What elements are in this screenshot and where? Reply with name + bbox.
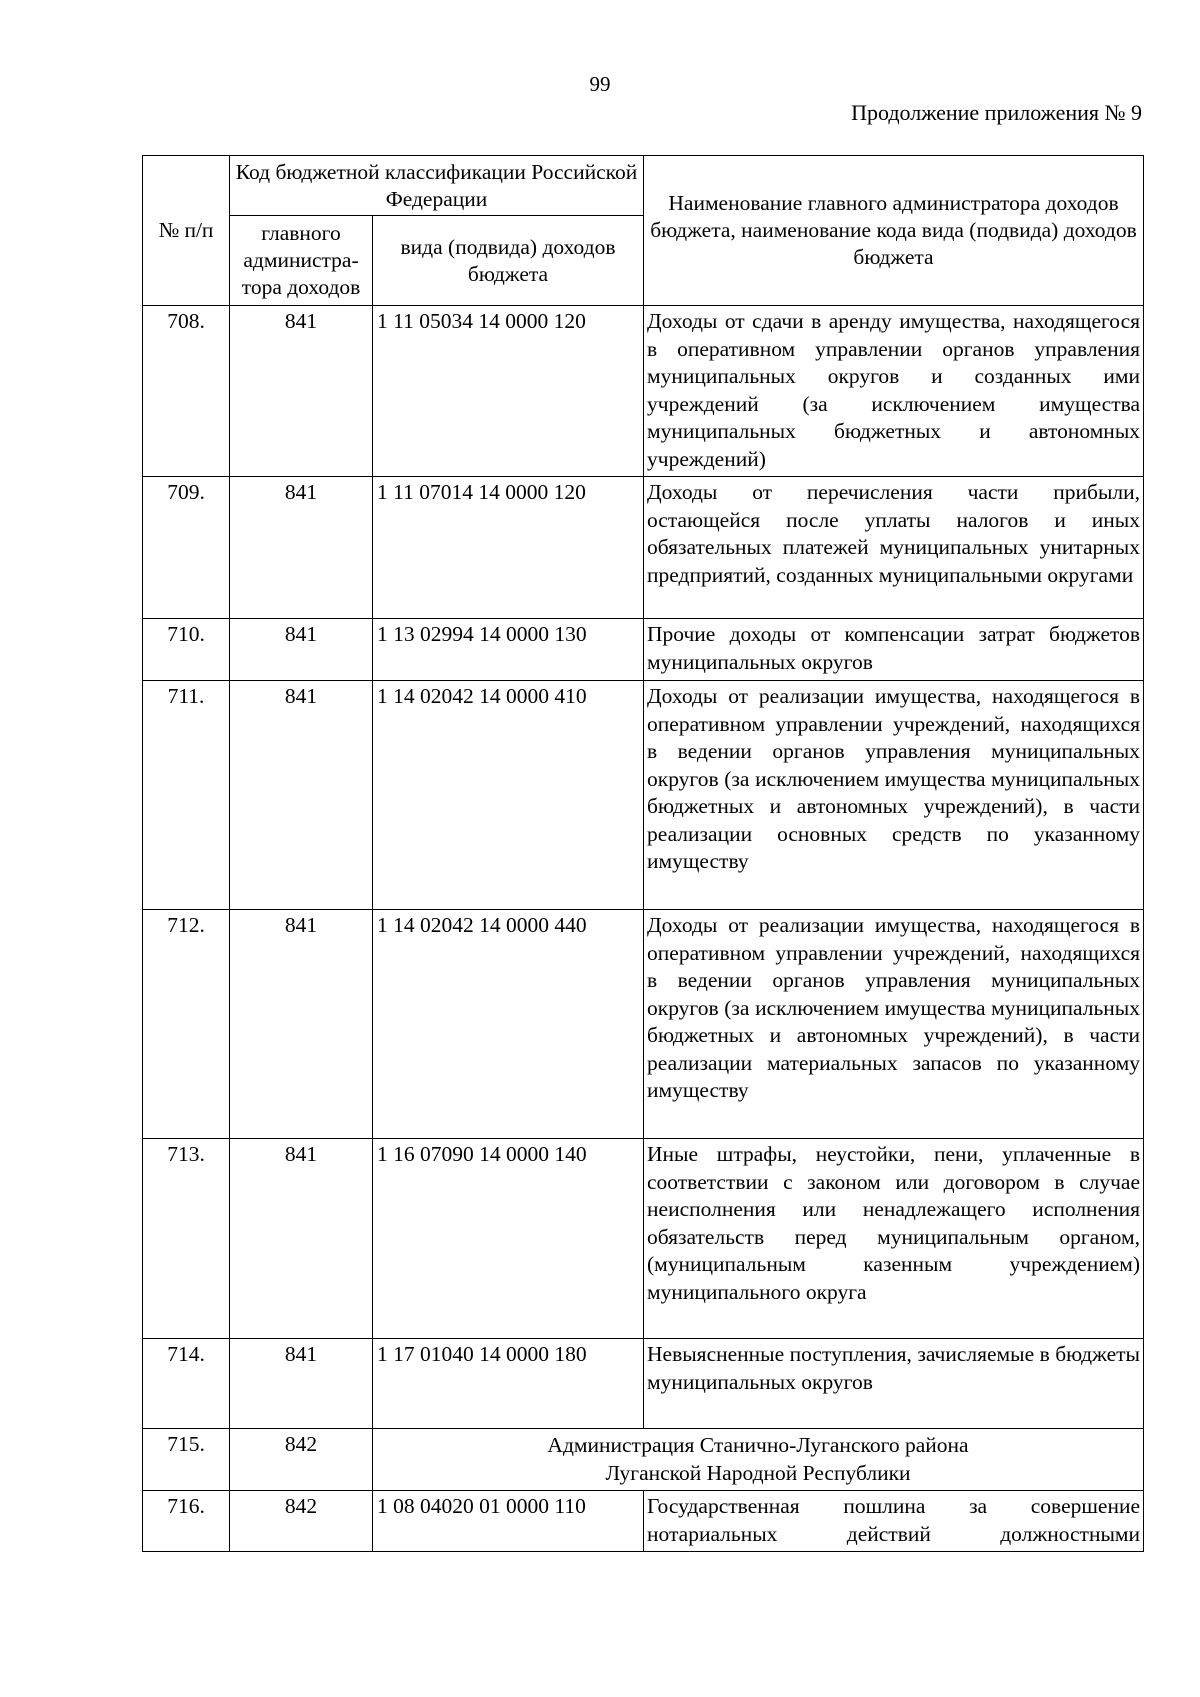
- row-income-code: 1 14 02042 14 0000 440: [373, 910, 644, 1139]
- header-num: № п/п: [143, 156, 230, 306]
- section-title-line2: Луганской Народной Республики: [605, 1461, 911, 1485]
- header-name: Наименование главного администратора доходов бюджета, наименование кода вида (подвида) доходов бюджета: [644, 156, 1144, 306]
- row-name: Невыясненные поступления, зачисляемые в бюджеты муниципальных округов: [644, 1339, 1144, 1429]
- row-income-code: 1 11 05034 14 0000 120: [373, 306, 644, 477]
- row-admin-code: 841: [230, 619, 373, 681]
- row-num: 711.: [143, 681, 230, 910]
- table-row: [143, 1339, 1144, 1429]
- appendix-continuation-label: Продолжение приложения № 9: [851, 100, 1142, 125]
- row-name: Доходы от сдачи в аренду имущества, находящегося в оперативном управлении органов управления муниципальных округов и созданных ими учреждений (за исключением имущества муниципальных бюджетных и автономных учреждений): [644, 306, 1144, 477]
- row-num: 710.: [143, 619, 230, 681]
- row-num: 714.: [143, 1339, 230, 1429]
- budget-classification-table: [142, 155, 1144, 1552]
- row-admin-code: 842: [230, 1491, 373, 1552]
- row-admin-code: 841: [230, 1139, 373, 1339]
- header-code: вида (подвида) доходов бюджета: [373, 216, 644, 306]
- row-name: Иные штрафы, неустойки, пени, уплаченные в соответствии с законом или договором в случае неисполнения или ненадлежащего исполнения обязательств перед муниципальным органом, (муниципальным казенным учреждением) муниципального округа: [644, 1139, 1144, 1339]
- row-income-code: 1 17 01040 14 0000 180: [373, 1339, 644, 1429]
- section-admin-code: 842: [230, 1429, 373, 1491]
- section-title-line1: Администрация Станично-Луганского района: [547, 1433, 969, 1457]
- row-num: 713.: [143, 1139, 230, 1339]
- section-row: [143, 1429, 1144, 1491]
- table-row: [143, 910, 1144, 1139]
- row-num: 708.: [143, 306, 230, 477]
- row-income-code: 1 16 07090 14 0000 140: [373, 1139, 644, 1339]
- row-admin-code: 841: [230, 477, 373, 619]
- header-row-top: [143, 156, 1144, 216]
- table-row: [143, 681, 1144, 910]
- row-admin-code: 841: [230, 681, 373, 910]
- row-num: 712.: [143, 910, 230, 1139]
- row-name: Прочие доходы от компенсации затрат бюджетов муниципальных округов: [644, 619, 1144, 681]
- row-num: 709.: [143, 477, 230, 619]
- header-admin: главного администра-тора доходов: [230, 216, 373, 306]
- table-row: [143, 1491, 1144, 1552]
- row-name: Доходы от реализации имущества, находящегося в оперативном управлении учреждений, находящихся в ведении органов управления муниципальных округов (за исключением имущества муниципальных бюджетных и автономных учреждений), в части реализации материальных запасов по указанному имуществу: [644, 910, 1144, 1139]
- section-num: 715.: [143, 1429, 230, 1491]
- row-income-code: 1 14 02042 14 0000 410: [373, 681, 644, 910]
- header-classification-group: Код бюджетной классификации Российской Федерации: [230, 156, 644, 216]
- row-income-code: 1 08 04020 01 0000 110: [373, 1491, 644, 1552]
- row-income-code: 1 11 07014 14 0000 120: [373, 477, 644, 619]
- page-number: 99: [589, 72, 611, 96]
- row-admin-code: 841: [230, 1339, 373, 1429]
- row-num: 716.: [143, 1491, 230, 1552]
- row-admin-code: 841: [230, 910, 373, 1139]
- table-row: [143, 1139, 1144, 1339]
- table-row: [143, 306, 1144, 477]
- row-admin-code: 841: [230, 306, 373, 477]
- row-name: Государственная пошлина за совершение нотариальных действий должностными: [644, 1491, 1144, 1552]
- row-income-code: 1 13 02994 14 0000 130: [373, 619, 644, 681]
- row-name: Доходы от реализации имущества, находящегося в оперативном управлении учреждений, находящихся в ведении органов управления муниципальных округов (за исключением имущества муниципальных бюджетных и автономных учреждений), в части реализации основных средств по указанному имуществу: [644, 681, 1144, 910]
- section-title: [373, 1429, 1144, 1491]
- table-row: [143, 619, 1144, 681]
- row-name: Доходы от перечисления части прибыли, остающейся после уплаты налогов и иных обязательных платежей муниципальных унитарных предприятий, созданных муниципальными округами: [644, 477, 1144, 619]
- table-row: [143, 477, 1144, 619]
